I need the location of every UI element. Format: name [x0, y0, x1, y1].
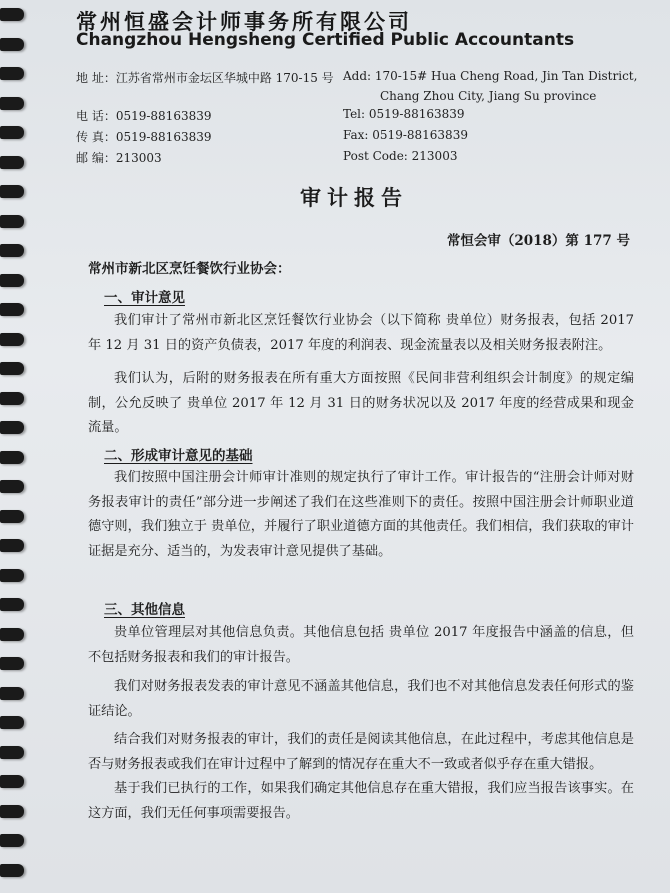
paragraph-basis-for-opinion: 我们按照中国注册会计师审计准则的规定执行了审计工作。审计报告的“注册会计师对财务报表审计的责任”部分进一步阐述了我们在这些准则下的责任。按照中国注册会计师职业道德守则，我们独立于 贵单位，并履行了职业道德方面的其他责任。我们相信，我们获取的审计证据是充分、适当的，为发表审计意见提供了基础。	[88, 470, 634, 559]
telephone-english: Tel: 0519-88163839	[343, 107, 465, 121]
firm-name-english: Changzhou Hengsheng Certified Public Accountants	[76, 30, 575, 50]
paragraph-other-info-reporting: 基于我们已执行的工作，如果我们确定其他信息存在重大错报，我们应当报告该事实。在这方面，我们无任何事项需要报告。	[88, 781, 634, 821]
paragraph-audit-scope: 我们审计了常州市新北区烹饪餐饮行业协会（以下简称 贵单位）财务报表，包括 2017 年 12 月 31 日的资产负债表，2017 年度的利润表、现金流量表以及相关财务报表附注。	[88, 313, 634, 353]
report-reference-number: 常恒会审（2018）第 177 号	[446, 233, 630, 249]
paragraph-audit-opinion: 我们认为，后附的财务报表在所有重大方面按照《民间非营利组织会计制度》的规定编制，公允反映了 贵单位 2017 年 12 月 31 日的财务状况以及 2017 年度的经营成果和现金流量。	[88, 371, 634, 435]
section-heading-audit-opinion: 一、审计意见	[104, 290, 185, 306]
report-title: 审计报告	[300, 185, 408, 210]
section-heading-other-information: 三、其他信息	[104, 602, 185, 618]
postcode-english: Post Code: 213003	[343, 149, 458, 163]
postcode-chinese: 邮 编：213003	[76, 151, 162, 165]
paragraph-other-info-reading: 结合我们对财务报表的审计，我们的责任是阅读其他信息，在此过程中，考虑其他信息是否与财务报表或我们在审计过程中了解到的情况存在重大不一致或者似乎存在重大错报。	[88, 732, 634, 772]
paragraph-other-info-no-assurance: 我们对财务报表发表的审计意见不涵盖其他信息，我们也不对其他信息发表任何形式的鉴证结论。	[88, 679, 634, 719]
paragraph-other-info-responsibility: 贵单位管理层对其他信息负责。其他信息包括 贵单位 2017 年度报告中涵盖的信息，但不包括财务报表和我们的审计报告。	[88, 625, 634, 665]
section-heading-basis-for-opinion: 二、形成审计意见的基础	[104, 448, 253, 464]
address-english-line1: Add: 170-15# Hua Cheng Road, Jin Tan District,	[343, 69, 638, 83]
firm-name-chinese: 常州恒盛会计师事务所有限公司	[76, 9, 412, 34]
fax-english: Fax: 0519-88163839	[343, 128, 468, 142]
report-addressee: 常州市新北区烹饪餐饮行业协会：	[88, 261, 291, 277]
fax-chinese: 传 真：0519-88163839	[76, 130, 212, 144]
address-chinese: 地 址：江苏省常州市金坛区华城中路 170-15 号	[76, 71, 334, 85]
address-english-line2: Chang Zhou City, Jiang Su province	[380, 89, 597, 103]
telephone-chinese: 电 话：0519-88163839	[76, 109, 212, 123]
